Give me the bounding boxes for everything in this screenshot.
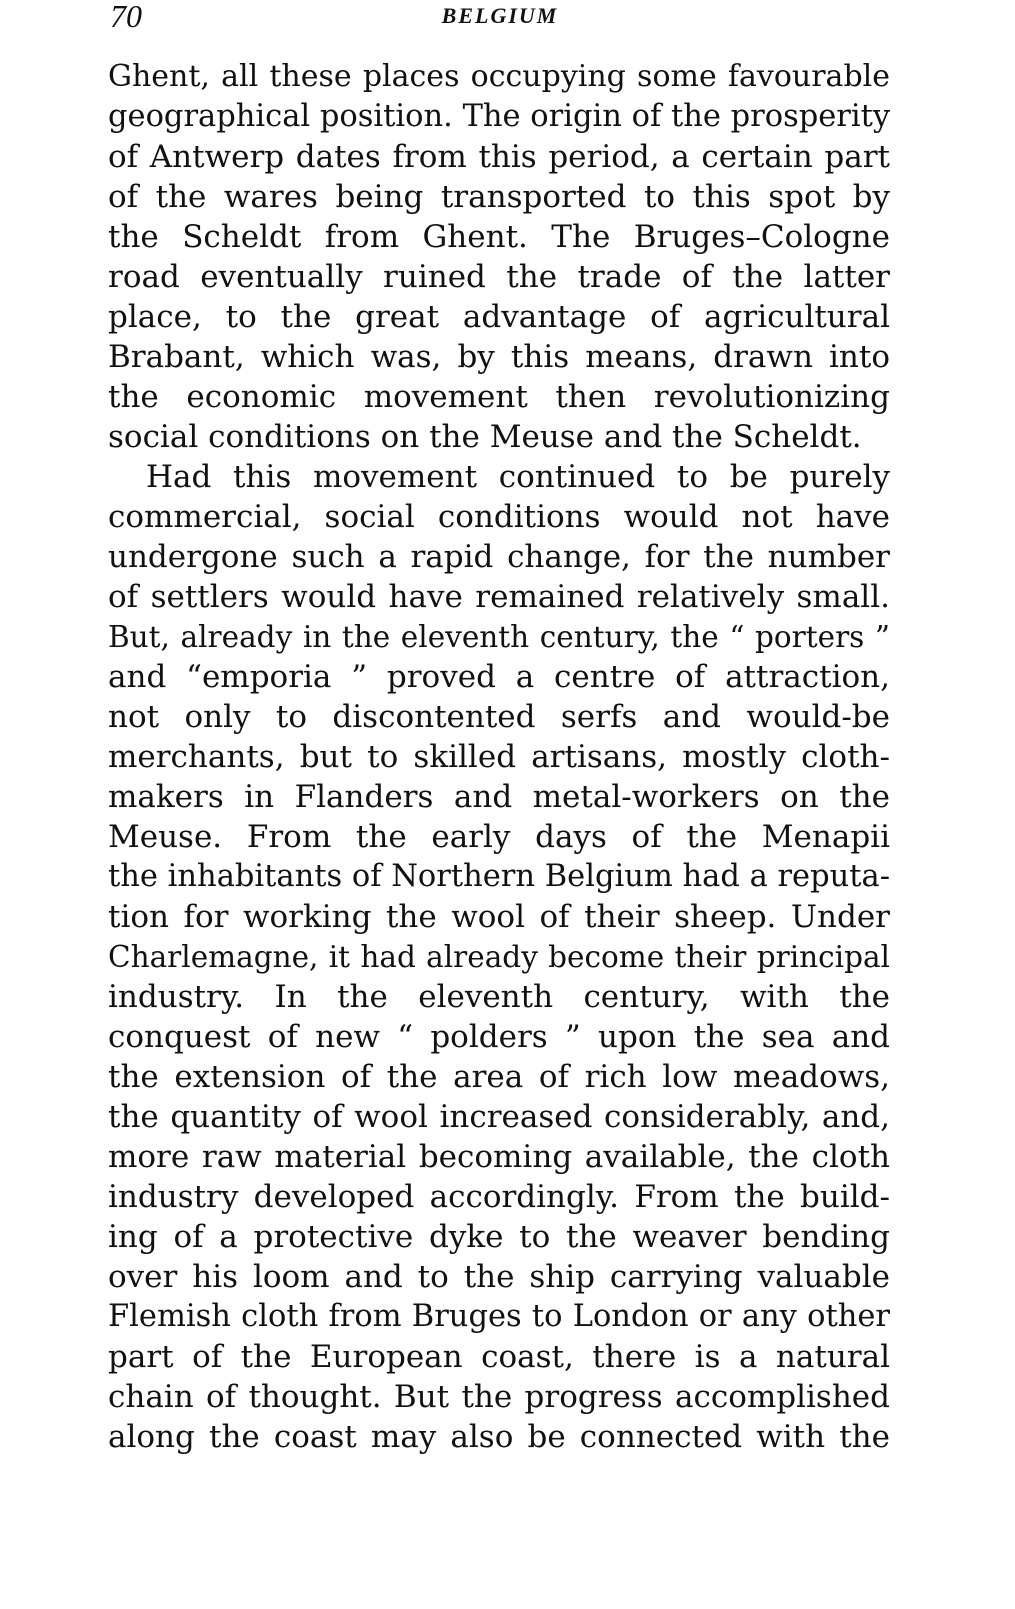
text-line: of Antwerp dates from this period, a certain part	[108, 139, 890, 175]
text-line: Brabant, which was, by this means, drawn into	[108, 339, 890, 375]
text-line: not only to discontented serfs and would-be	[108, 699, 890, 735]
text-line: Ghent, all these places occupying some favourable	[108, 59, 890, 94]
page-header	[110, 0, 890, 40]
text-line: But, already in the eleventh century, the “ porters ”	[108, 620, 890, 654]
text-line: more raw material becoming available, the cloth	[108, 1139, 890, 1175]
text-line: the inhabitants of Northern Belgium had a reputa-	[108, 859, 890, 894]
text-line: over his loom and to the ship carrying valuable	[108, 1259, 890, 1295]
text-line: ing of a protective dyke to the weaver bending	[108, 1219, 890, 1255]
text-line: Flemish cloth from Bruges to London or any other	[108, 1299, 890, 1334]
text-line: makers in Flanders and metal-workers on the	[108, 779, 890, 815]
text-line: road eventually ruined the trade of the latter	[108, 259, 890, 295]
running-head: BELGIUM	[441, 3, 559, 28]
text-line: of the wares being transported to this spot by	[108, 179, 890, 215]
text-line: place, to the great advantage of agricultural	[108, 299, 890, 335]
text-line: industry developed accordingly. From the build-	[108, 1179, 890, 1215]
text-line: Meuse. From the early days of the Menapii	[108, 819, 890, 855]
text-line: and “emporia ” proved a centre of attraction,	[108, 659, 890, 695]
text-line: merchants, but to skilled artisans, mostly cloth-	[108, 739, 890, 775]
text-line: along the coast may also be connected with the	[108, 1419, 890, 1455]
text-line: undergone such a rapid change, for the number	[108, 539, 890, 575]
text-line: of settlers would have remained relatively small.	[108, 579, 890, 615]
page-number: 70	[110, 0, 142, 34]
text-line: chain of thought. But the progress accomplished	[108, 1379, 890, 1415]
text-line: part of the European coast, there is a natural	[108, 1339, 890, 1375]
text-line: the quantity of wool increased considerably, and,	[108, 1099, 890, 1135]
text-line: the Scheldt from Ghent. The Bruges–Cologne	[108, 219, 890, 255]
text-line: tion for working the wool of their sheep. Under	[108, 899, 890, 935]
text-line: the extension of the area of rich low meadows,	[108, 1059, 890, 1095]
paragraph-end-line: social conditions on the Meuse and the Scheldt.	[108, 419, 862, 455]
text-line: industry. In the eleventh century, with the	[108, 979, 890, 1015]
text-line: the economic movement then revolutionizing	[108, 379, 890, 415]
text-line: geographical position. The origin of the prosperity	[108, 99, 891, 134]
paragraph-start-line: Had this movement continued to be purely	[146, 459, 890, 495]
text-line: commercial, social conditions would not have	[108, 499, 890, 535]
text-line: conquest of new “ polders ” upon the sea and	[108, 1019, 890, 1055]
text-line: Charlemagne, it had already become their principal	[108, 940, 890, 974]
